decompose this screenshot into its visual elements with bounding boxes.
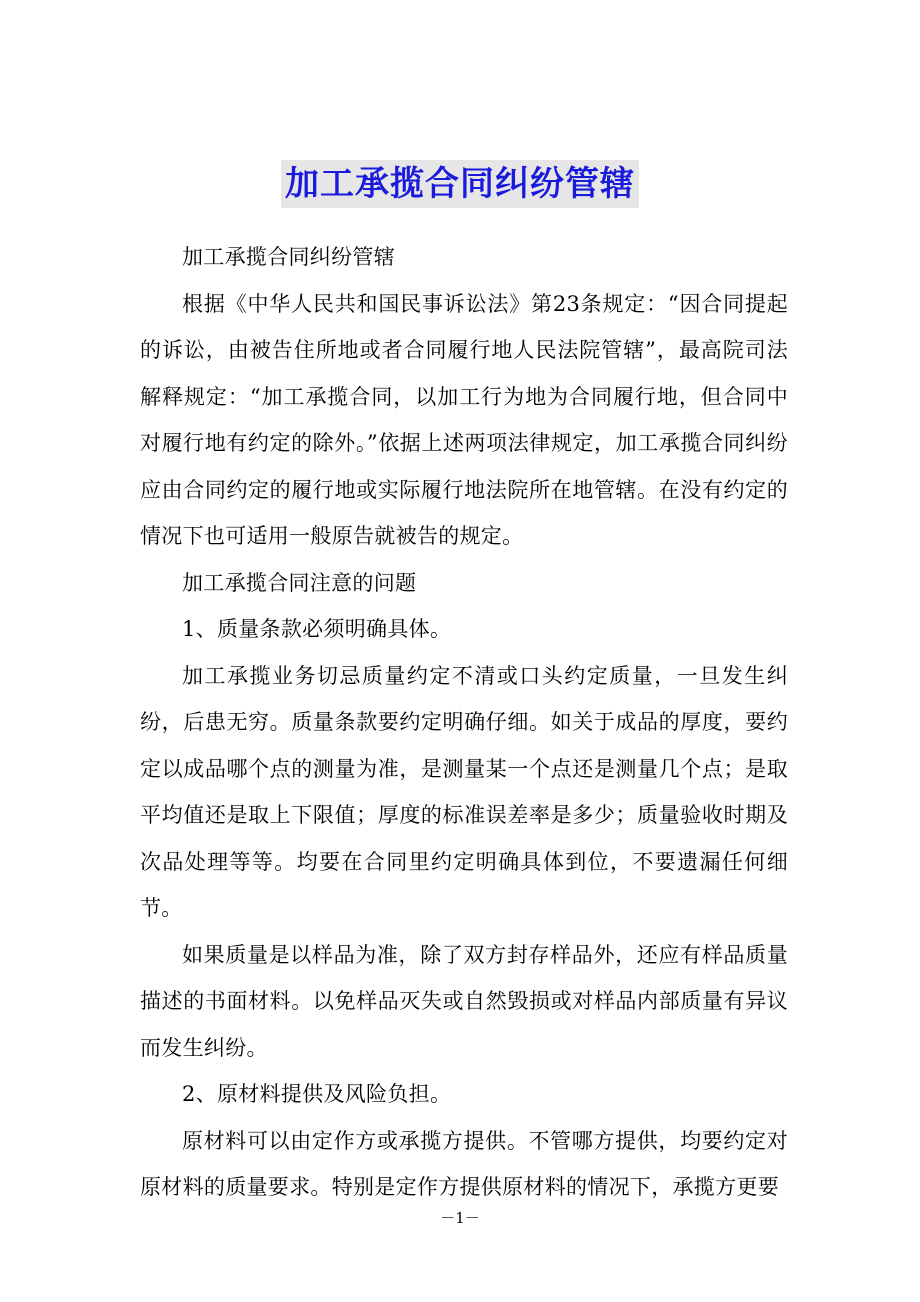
paragraph: 根据《中华人民共和国民事诉讼法》第23条规定：“因合同提起的诉讼，由被告住所地或者合同履行地人民法院管辖”，最高院司法解释规定：“加工承揽合同，以加工行为地为合同履行地，但合同中对履行地有约定的除外。”依据上述两项法律规定，加工承揽合同纠纷应由合同约定的履行地或实际履行地法院所在地管辖。在没有约定的情况下也可适用一般原告就被告的规定。 <box>140 291 788 548</box>
paragraph: 如果质量是以样品为准，除了双方封存样品外，还应有样品质量描述的书面材料。以免样品灭失或自然毁损或对样品内部质量有异议而发生纠纷。 <box>140 942 788 1060</box>
document-title: 加工承揽合同纠纷管辖 <box>281 160 639 208</box>
paragraph-heading: 加工承揽合同纠纷管辖 <box>182 245 395 269</box>
document-body <box>140 234 788 1211</box>
paragraph-heading: 加工承揽合同注意的问题 <box>182 570 417 595</box>
page-number: －1－ <box>440 1209 480 1227</box>
paragraph: 原材料可以由定作方或承揽方提供。不管哪方提供，均要约定对原材料的质量要求。特别是定作方提供原材料的情况下，承揽方更要 <box>140 1128 788 1199</box>
paragraph-heading: 1、质量条款必须明确具体。 <box>182 617 452 641</box>
title-container <box>0 160 920 208</box>
paragraph: 加工承揽业务切忌质量约定不清或口头约定质量，一旦发生纠纷，后患无穷。质量条款要约定明确仔细。如关于成品的厚度，要约定以成品哪个点的测量为准，是测量某一个点还是测量几个点；是取平均值还是取上下限值；厚度的标准误差率是多少；质量验收时期及次品处理等等。均要在合同里约定明确具体到位，不要遗漏任何细节。 <box>140 663 788 920</box>
paragraph-heading: 2、原材料提供及风险负担。 <box>182 1082 452 1106</box>
